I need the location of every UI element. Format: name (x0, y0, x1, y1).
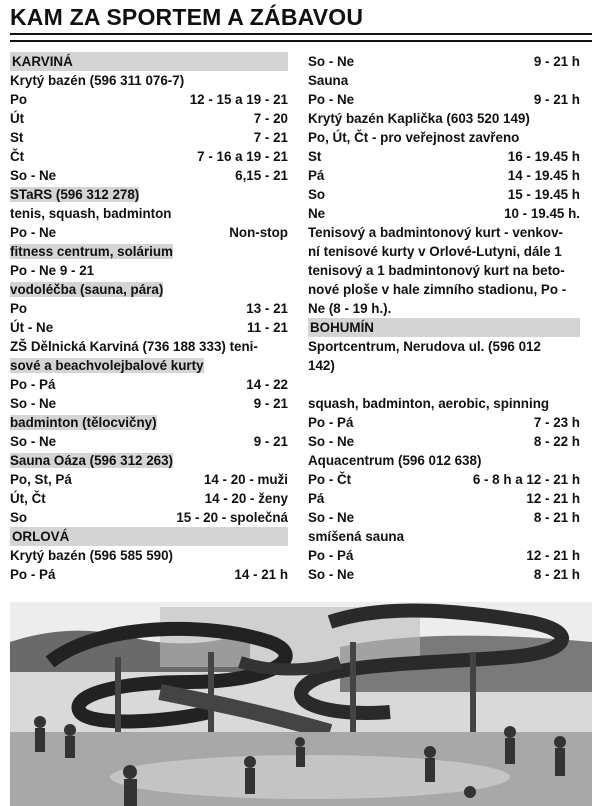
schedule-hours: 12 - 21 h (526, 491, 580, 506)
schedule-days: Pá (308, 168, 325, 183)
schedule-days: Po - Pá (10, 567, 56, 582)
page-title: KAM ZA SPORTEM A ZÁBAVOU (10, 4, 364, 30)
schedule-days: St (308, 149, 322, 164)
schedule-hours: 9 - 21 h (533, 54, 580, 69)
schedule-row (308, 470, 580, 489)
schedule-hours: 14 - 20 - ženy (204, 491, 288, 506)
schedule-row (10, 565, 288, 584)
schedule-days: So - Ne (10, 396, 57, 411)
schedule-days: Po - Čt (308, 472, 352, 487)
schedule-hours: 6 - 8 h a 12 - 21 h (472, 472, 580, 487)
line-text: Krytý bazén Kaplička (603 520 149) (308, 111, 530, 126)
schedule-days: So - Ne (10, 434, 57, 449)
line-text: fitness centrum, solárium (10, 244, 173, 259)
facility-heading (10, 242, 288, 261)
schedule-days: St (10, 130, 24, 145)
schedule-hours: 7 - 21 (253, 130, 288, 145)
text-line (10, 204, 288, 223)
schedule-row (10, 394, 288, 413)
schedule-row (308, 413, 580, 432)
schedule-row (308, 204, 580, 223)
line-text: ZŠ Dělnická Karviná (736 188 333) teni- (10, 339, 258, 354)
water-slide-photo (10, 602, 592, 806)
spacer (308, 375, 580, 394)
schedule-hours: 8 - 22 h (533, 434, 580, 449)
schedule-days: Ne (308, 206, 326, 221)
title-underline (10, 33, 592, 35)
line-text: BOHUMÍN (310, 320, 374, 335)
facility-heading (10, 451, 288, 470)
schedule-days: Po (10, 92, 28, 107)
schedule-days: So - Ne (308, 434, 355, 449)
line-text: Po - Ne 9 - 21 (10, 263, 95, 278)
schedule-hours: 15 - 19.45 h (507, 187, 580, 202)
line-text: tenis, squash, badminton (10, 206, 172, 221)
facility-heading (10, 356, 288, 375)
schedule-hours: 12 - 15 a 19 - 21 (189, 92, 288, 107)
text-line (10, 261, 288, 280)
text-line (308, 280, 580, 299)
schedule-row (308, 565, 580, 584)
schedule-row (10, 318, 288, 337)
schedule-hours: 9 - 21 (253, 434, 288, 449)
schedule-row (308, 546, 580, 565)
line-text: Krytý bazén (596 311 076-7) (10, 73, 185, 88)
schedule-row (10, 508, 288, 527)
text-line (308, 109, 580, 128)
schedule-row (308, 90, 580, 109)
text-line (308, 356, 580, 375)
schedule-row (10, 128, 288, 147)
schedule-row (10, 375, 288, 394)
schedule-days: So - Ne (308, 510, 355, 525)
schedule-days: Út - Ne (10, 320, 54, 335)
schedule-days: So - Ne (308, 567, 355, 582)
line-text: Krytý bazén (596 585 590) (10, 548, 174, 563)
schedule-hours: 14 - 21 h (234, 567, 288, 582)
schedule-row (308, 508, 580, 527)
schedule-hours: 16 - 19.45 h (507, 149, 580, 164)
schedule-hours: 7 - 23 h (533, 415, 580, 430)
schedule-hours: 10 - 19.45 h. (504, 206, 580, 221)
schedule-hours: 9 - 21 (253, 396, 288, 411)
line-text: ní tenisové kurty v Orlové-Lutyni, dále 1 (308, 244, 562, 259)
text-line (308, 337, 580, 356)
schedule-days: Po - Pá (308, 548, 354, 563)
schedule-hours: 7 - 20 (253, 111, 288, 126)
line-text: Ne (8 - 19 h.). (308, 301, 392, 316)
schedule-row (308, 166, 580, 185)
water-slide-illustration (10, 602, 592, 806)
schedule-days: So - Ne (10, 168, 57, 183)
line-text: smíšená sauna (308, 529, 405, 544)
facility-heading (10, 280, 288, 299)
text-line (308, 299, 580, 318)
city-heading (10, 527, 288, 546)
line-text: sové a beachvolejbalové kurty (10, 358, 204, 373)
schedule-row (10, 432, 288, 451)
schedule-hours: 14 - 19.45 h (507, 168, 580, 183)
schedule-row (10, 489, 288, 508)
line-text: Sauna Oáza (596 312 263) (10, 453, 174, 468)
schedule-days: Út (10, 111, 25, 126)
schedule-row (10, 470, 288, 489)
schedule-days: So (308, 187, 326, 202)
city-heading (10, 52, 288, 71)
line-text: tenisový a 1 badmintonový kurt na beto- (308, 263, 565, 278)
text-line (308, 451, 580, 470)
schedule-row (10, 109, 288, 128)
line-text: nové ploše v hale zimního stadionu, Po - (308, 282, 567, 297)
schedule-hours: 6,15 - 21 (235, 168, 288, 183)
text-line (308, 394, 580, 413)
schedule-hours: Non-stop (229, 225, 288, 240)
schedule-row (10, 147, 288, 166)
line-text: squash, badminton, aerobic, spinning (308, 396, 550, 411)
text-line (308, 527, 580, 546)
schedule-row (308, 147, 580, 166)
schedule-hours: 11 - 21 (247, 320, 288, 335)
schedule-hours: 13 - 21 (246, 301, 288, 316)
line-text: Aquacentrum (596 012 638) (308, 453, 482, 468)
schedule-hours: 15 - 20 - společná (176, 510, 288, 525)
schedule-row (10, 299, 288, 318)
schedule-row (10, 90, 288, 109)
schedule-hours: 12 - 21 h (526, 548, 580, 563)
line-text: badminton (tělocvičny) (10, 415, 157, 430)
schedule-hours: 9 - 21 h (533, 92, 580, 107)
schedule-hours: 14 - 20 - muži (203, 472, 288, 487)
schedule-days: Po - Pá (10, 377, 56, 392)
schedule-days: Čt (10, 149, 25, 164)
line-text: STaRS (596 312 278) (10, 187, 140, 202)
schedule-hours: 14 - 22 (246, 377, 288, 392)
text-line (308, 261, 580, 280)
schedule-days: Po - Pá (308, 415, 354, 430)
schedule-days: Út, Čt (10, 491, 46, 506)
line-text: Sportcentrum, Nerudova ul. (596 012 (308, 339, 541, 354)
schedule-days: Po, St, Pá (10, 472, 72, 487)
schedule-hours: 8 - 21 h (533, 567, 580, 582)
schedule-days: Po - Ne (10, 225, 57, 240)
right-column (308, 52, 580, 584)
schedule-days: So - Ne (308, 54, 355, 69)
schedule-hours: 7 - 16 a 19 - 21 (197, 149, 288, 164)
line-text: KARVINÁ (12, 54, 73, 69)
schedule-row (308, 432, 580, 451)
line-text: Tenisový a badmintonový kurt - venkov- (308, 225, 563, 240)
line-text: Sauna (308, 73, 349, 88)
facility-heading (10, 413, 288, 432)
schedule-row (308, 489, 580, 508)
title-underline-2 (10, 40, 592, 42)
left-column (10, 52, 288, 584)
text-line (308, 223, 580, 242)
text-line (10, 337, 288, 356)
line-text: Po, Út, Čt - pro veřejnost zavřeno (308, 130, 520, 145)
schedule-days: Po - Ne (308, 92, 355, 107)
city-heading (308, 318, 580, 337)
schedule-days: So (10, 510, 28, 525)
facility-heading (10, 185, 288, 204)
schedule-row (308, 185, 580, 204)
schedule-days: Pá (308, 491, 325, 506)
text-line (308, 71, 580, 90)
schedule-row (10, 223, 288, 242)
schedule-row (10, 166, 288, 185)
text-line (308, 242, 580, 261)
schedule-row (308, 52, 580, 71)
text-line (10, 546, 288, 565)
line-text: 142) (308, 358, 335, 373)
text-line (308, 128, 580, 147)
line-text: vodoléčba (sauna, pára) (10, 282, 164, 297)
text-line (10, 71, 288, 90)
schedule-days: Po (10, 301, 28, 316)
schedule-hours: 8 - 21 h (533, 510, 580, 525)
line-text: ORLOVÁ (12, 529, 70, 544)
